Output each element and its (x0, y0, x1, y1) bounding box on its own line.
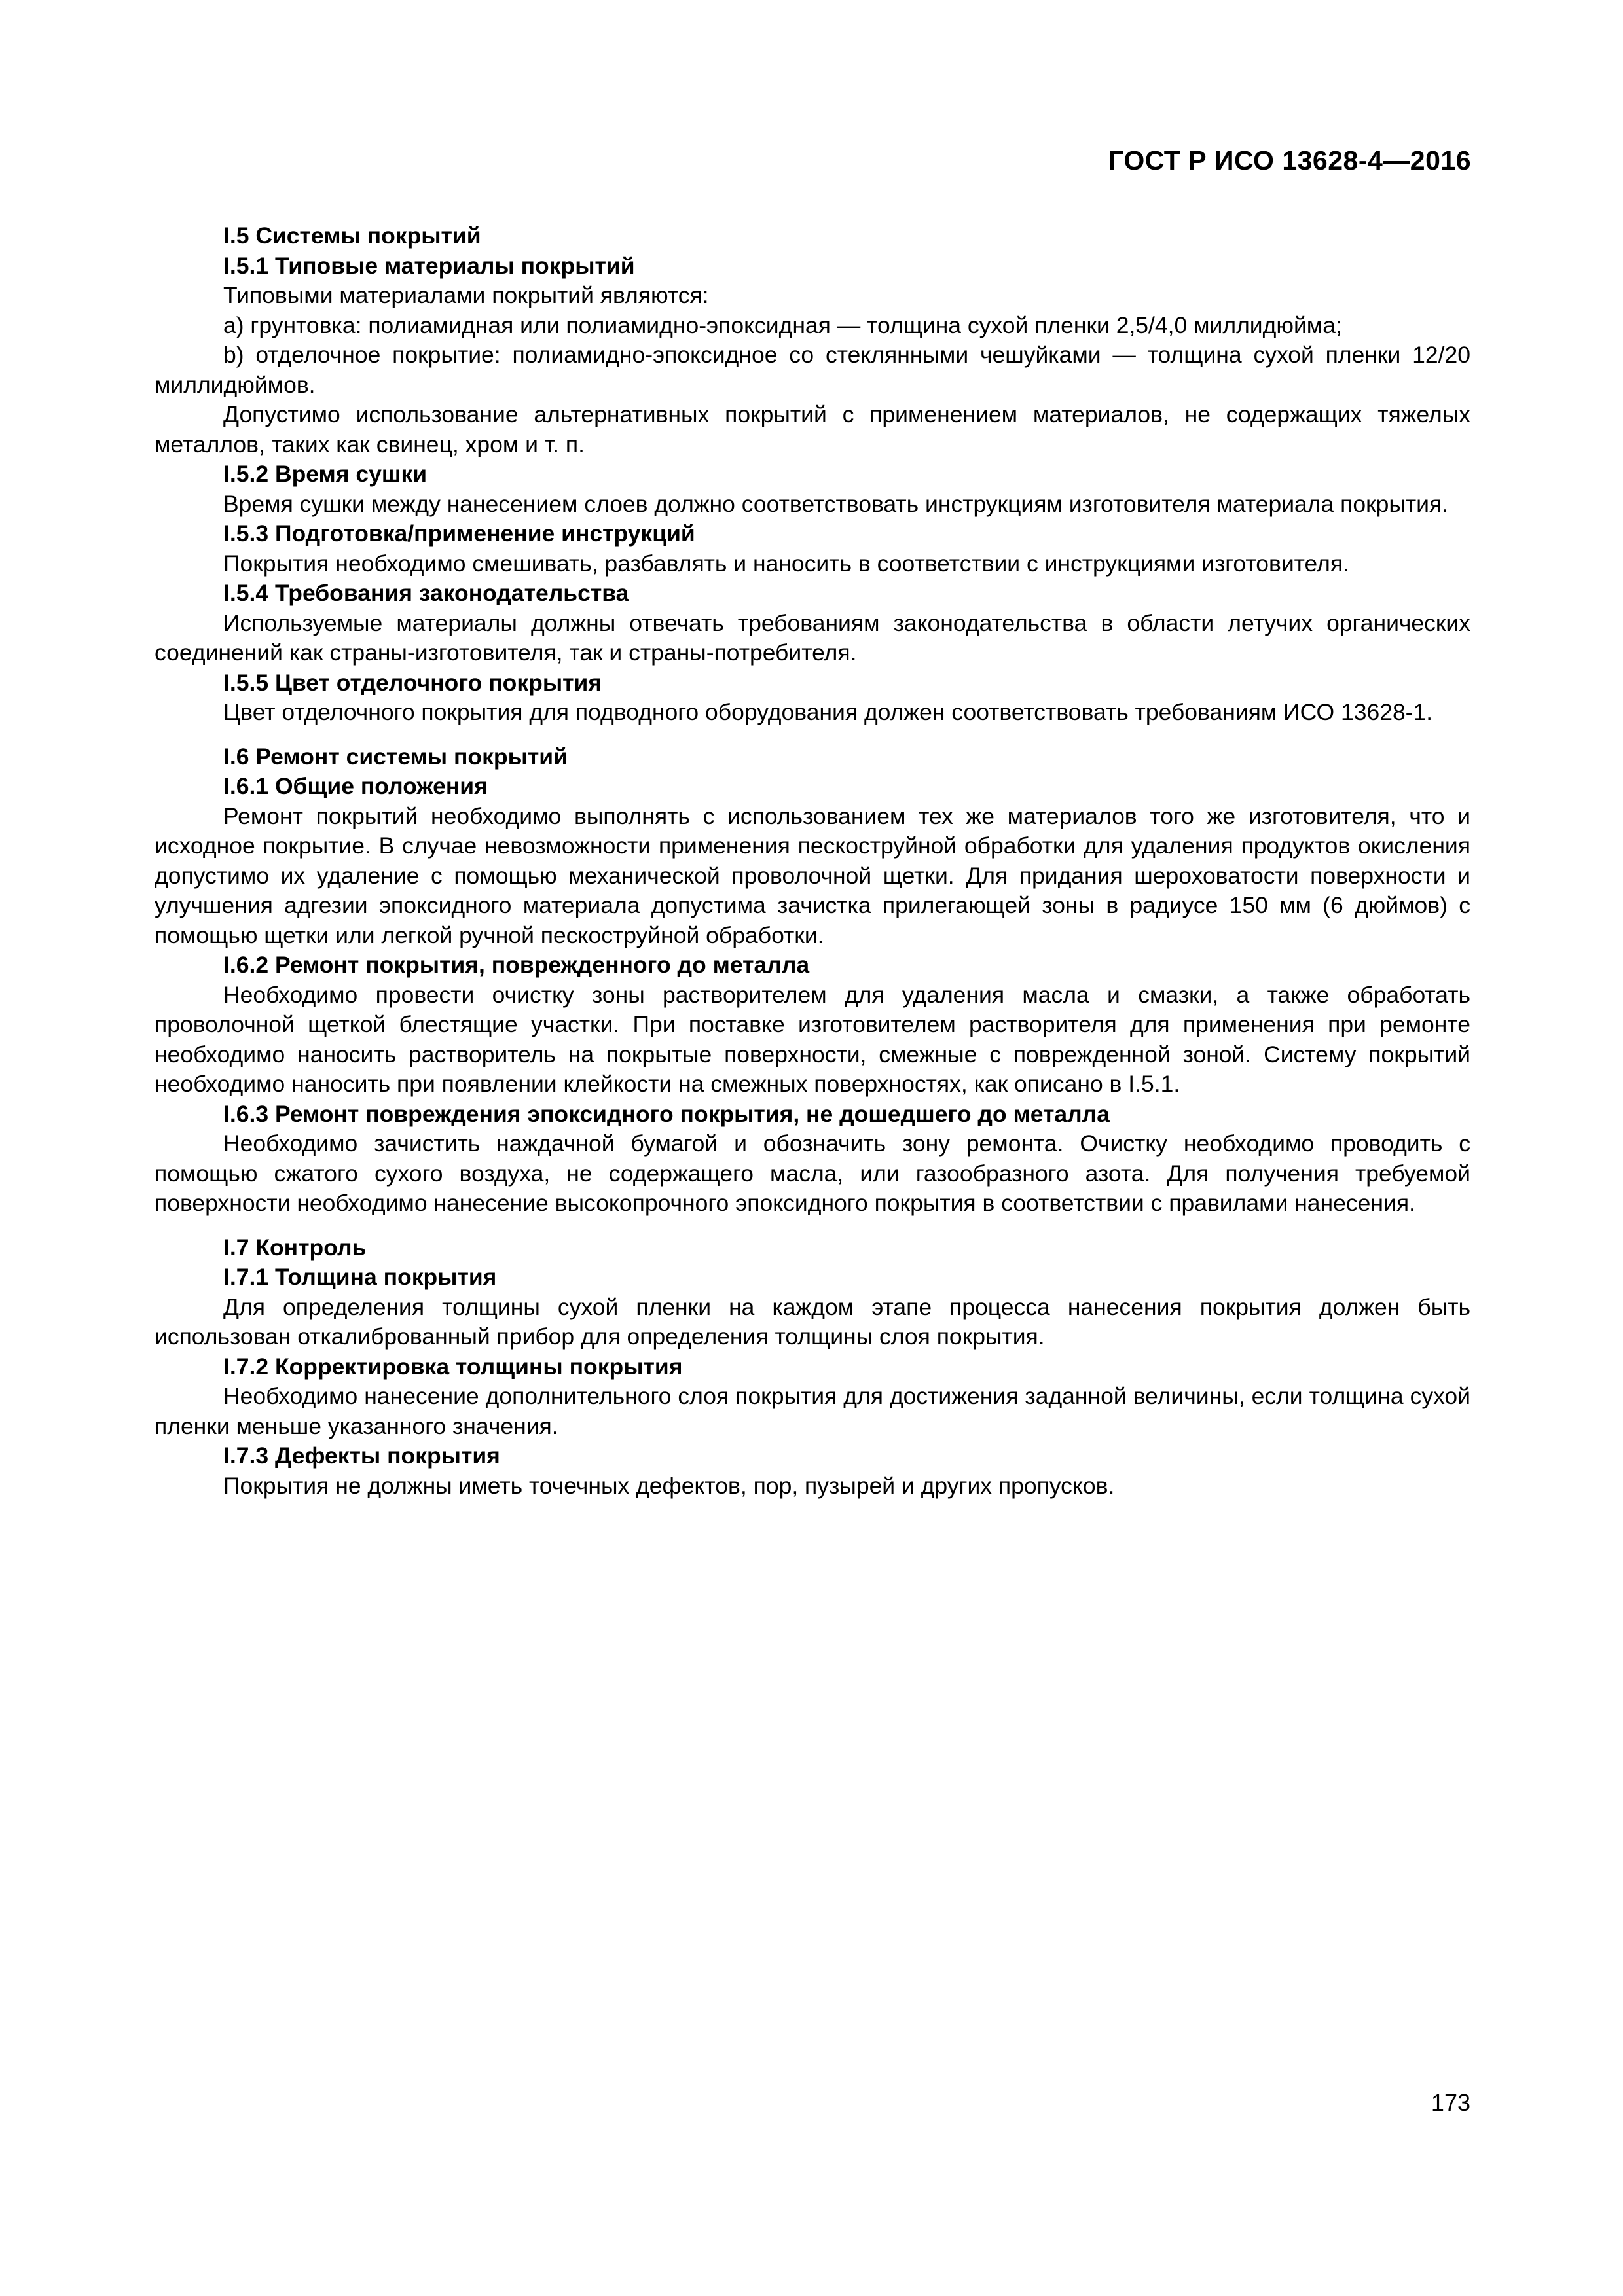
subsection-heading: I.5.1 Типовые материалы покрытий (223, 252, 635, 279)
subsection-heading: I.7.3 Дефекты покрытия (223, 1443, 500, 1469)
subsection-heading: I.7.1 Толщина покрытия (223, 1264, 497, 1290)
paragraph: Цвет отделочного покрытия для подводного оборудования должен соответствовать требованиям ИСО 13628-1. (223, 699, 1433, 725)
subsection-heading: I.6.2 Ремонт покрытия, поврежденного до металла (223, 952, 810, 978)
page-number: 173 (1431, 2089, 1470, 2116)
subsection-heading: I.5.2 Время сушки (223, 461, 428, 487)
paragraph: Покрытия не должны иметь точечных дефектов, пор, пузырей и других пропусков. (223, 1472, 1115, 1499)
paragraph: Используемые материалы должны отвечать требованиям законодательства в области летучих органических соединений как страны-изготовителя, так и страны-потребителя. (155, 609, 1470, 666)
subsection-heading: I.6.3 Ремонт повреждения эпоксидного покрытия, не дошедшего до металла (223, 1100, 1110, 1127)
section-heading: I.5 Системы покрытий (223, 223, 481, 249)
paragraph: Для определения толщины сухой пленки на каждом этапе процесса нанесения покрытия должен быть использован откалиброванный прибор для определения толщины слоя покрытия. (155, 1293, 1470, 1350)
paragraph: Ремонт покрытий необходимо выполнять с использованием тех же материалов того же изготовителя, что и исходное покрытие. В случае невозможности применения пескоструйной обработки для удаления продуктов окисления допустимо их удаление с помощью механической проволочной щетки. Для придания шероховатости поверхности и улучшения адгезии эпоксидного материала допустима зачистка прилегающей зоны в радиусе 150 мм (6 дюймов) с помощью щетки или легкой ручной пескоструйной обработки. (155, 802, 1470, 948)
document-body (155, 221, 1470, 1501)
subsection-heading: I.5.5 Цвет отделочного покрытия (223, 669, 602, 696)
paragraph: Типовыми материалами покрытий являются: (223, 282, 709, 308)
section-heading: I.6 Ремонт системы покрытий (223, 743, 568, 770)
subsection-heading: I.5.4 Требования законодательства (223, 580, 629, 606)
list-item: b) отделочное покрытие: полиамидно-эпоксидное со стеклянными чешуйками — толщина сухой пленки 12/20 миллидюймов. (155, 342, 1470, 398)
paragraph: Время сушки между нанесением слоев должно соответствовать инструкциям изготовителя материала покрытия. (223, 490, 1449, 517)
section-heading: I.7 Контроль (223, 1234, 367, 1261)
paragraph: Допустимо использование альтернативных покрытий с применением материалов, не содержащих тяжелых металлов, таких как свинец, хром и т. п. (155, 401, 1470, 457)
paragraph: Необходимо провести очистку зоны растворителем для удаления масла и смазки, а также обработать проволочной щеткой блестящие участки. При поставке изготовителем растворителя для применения при ремонте необходимо наносить растворитель на покрытые поверхности, смежные с поврежденной зоной. Систему покрытий необходимо наносить при появлении клейкости на смежных поверхностях, как описано в I.5.1. (155, 981, 1470, 1097)
paragraph: Покрытия необходимо смешивать, разбавлять и наносить в соответствии с инструкциями изготовителя. (223, 550, 1349, 577)
subsection-heading: I.7.2 Корректировка толщины покрытия (223, 1353, 683, 1380)
paragraph: Необходимо зачистить наждачной бумагой и обозначить зону ремонта. Очистку необходимо проводить с помощью сжатого сухого воздуха, не содержащего масла, или газообразного азота. Для получения требуемой поверхности необходимо нанесение высокопрочного эпоксидного покрытия в соответствии с правилами нанесения. (155, 1130, 1470, 1216)
subsection-heading: I.6.1 Общие положения (223, 773, 488, 799)
subsection-heading: I.5.3 Подготовка/применение инструкций (223, 520, 695, 547)
list-item: a) грунтовка: полиамидная или полиамидно-эпоксидная — толщина сухой пленки 2,5/4,0 миллидюйма; (223, 312, 1342, 338)
document-header-id: ГОСТ Р ИСО 13628-4—2016 (1108, 145, 1471, 175)
paragraph: Необходимо нанесение дополнительного слоя покрытия для достижения заданной величины, если толщина сухой пленки меньше указанного значения. (155, 1383, 1470, 1439)
